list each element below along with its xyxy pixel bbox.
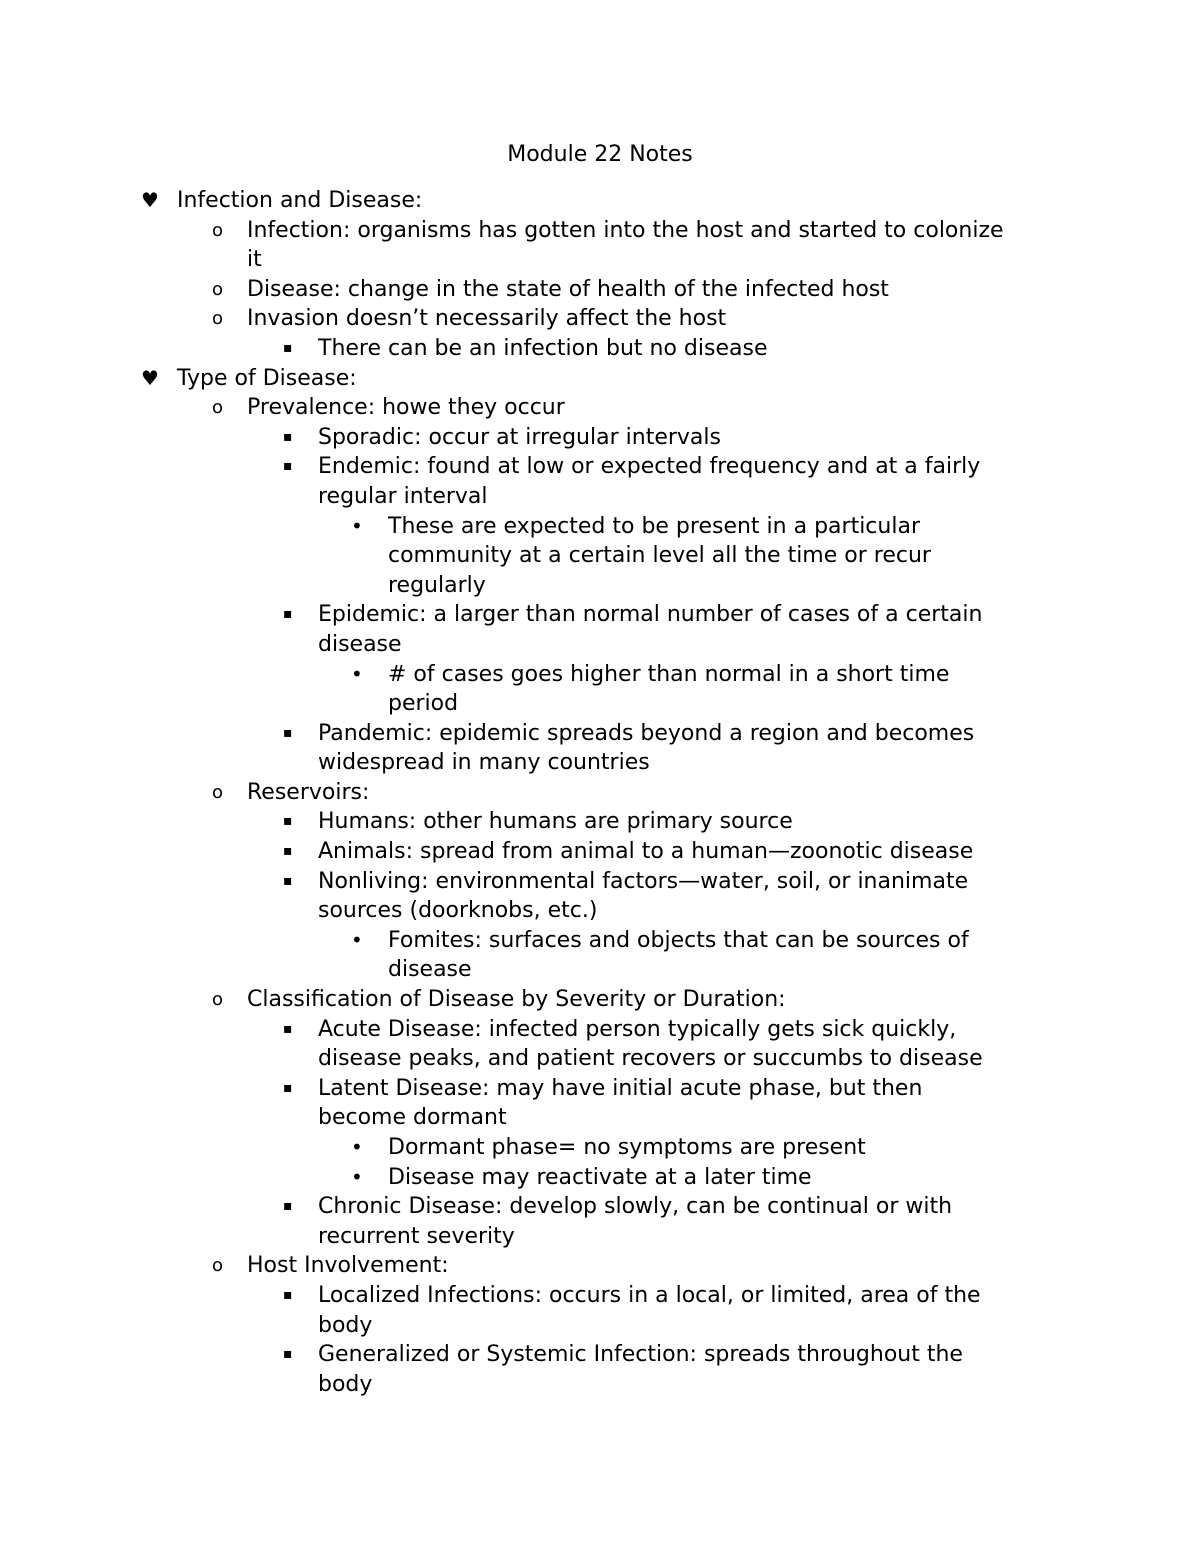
list-item-continuation (0, 571, 1200, 601)
bullet-marker: o (212, 1255, 224, 1277)
list-item-text: Animals: spread from animal to a human—zoonotic disease (318, 839, 974, 865)
list-item-text: body (318, 1312, 373, 1338)
bullet-marker: o (212, 219, 224, 241)
list-item-text: Endemic: found at low or expected frequency and at a fairly (318, 454, 981, 480)
list-item-text: regular interval (318, 483, 488, 509)
bullet-marker: • (351, 513, 363, 538)
list-item-continuation (0, 955, 1200, 985)
list-item-text: Classification of Disease by Severity or Duration: (247, 987, 786, 1013)
list-item-level-4 (0, 660, 1200, 690)
list-item-level-1 (0, 364, 1200, 394)
list-item-continuation (0, 541, 1200, 571)
list-item-text: Dormant phase= no symptoms are present (388, 1135, 866, 1160)
list-item-text: Localized Infections: occurs in a local, or limited, area of the (318, 1282, 981, 1308)
list-item-text: There can be an infection but no disease (318, 335, 768, 361)
list-item-text: Infection and Disease: (177, 188, 423, 213)
list-item-text: Host Involvement: (247, 1253, 449, 1279)
list-item-level-3 (0, 1074, 1200, 1104)
bullet-marker: o (212, 989, 224, 1011)
list-item-text: Epidemic: a larger than normal number of cases of a certain (318, 602, 983, 628)
list-item-level-3 (0, 1015, 1200, 1045)
list-item-level-2 (0, 985, 1200, 1015)
list-item-level-4 (0, 1133, 1200, 1163)
list-item-continuation (0, 1044, 1200, 1074)
bullet-marker: • (351, 927, 363, 952)
list-item-continuation (0, 482, 1200, 512)
bullet-marker: ♥ (141, 188, 159, 212)
list-item-level-4 (0, 512, 1200, 542)
notes-outline (0, 186, 1200, 1399)
list-item-text: Infection: organisms has gotten into the host and started to colonize (247, 217, 1004, 243)
bullet-marker: • (351, 661, 363, 686)
bullet-marker: ▪ (283, 1020, 293, 1037)
list-item-text: disease peaks, and patient recovers or succumbs to disease (318, 1046, 983, 1072)
list-item-text: Nonliving: environmental factors—water, soil, or inanimate (318, 868, 969, 894)
list-item-level-3 (0, 867, 1200, 897)
list-item-text: Sporadic: occur at irregular intervals (318, 424, 721, 450)
list-item-text: Humans: other humans are primary source (318, 809, 793, 835)
list-item-text: body (318, 1371, 373, 1397)
list-item-level-3 (0, 1192, 1200, 1222)
list-item-continuation (0, 1370, 1200, 1400)
bullet-marker: ▪ (283, 872, 293, 889)
bullet-marker: ♥ (141, 365, 159, 390)
list-item-continuation (0, 245, 1200, 275)
list-item-continuation (0, 689, 1200, 719)
list-item-continuation (0, 1103, 1200, 1133)
list-item-text: regularly (388, 572, 486, 598)
list-item-level-2 (0, 1251, 1200, 1281)
list-item-level-2 (0, 275, 1200, 305)
list-item-text: Type of Disease: (177, 365, 357, 391)
bullet-marker: ▪ (283, 1346, 293, 1363)
list-item-continuation (0, 630, 1200, 660)
bullet-marker: ▪ (283, 1198, 293, 1215)
list-item-text: period (388, 691, 459, 717)
list-item-text: Disease may reactivate at a later time (388, 1164, 812, 1190)
list-item-text: Invasion doesn’t necessarily affect the host (247, 306, 727, 332)
list-item-text: widespread in many countries (318, 750, 650, 776)
bullet-marker: ▪ (283, 1079, 293, 1096)
bullet-marker: ▪ (283, 606, 293, 623)
list-item-level-3 (0, 423, 1200, 453)
list-item-level-3 (0, 1340, 1200, 1370)
bullet-marker: • (351, 1164, 363, 1189)
bullet-marker: o (212, 308, 224, 330)
list-item-text: become dormant (318, 1105, 507, 1131)
list-item-level-3 (0, 807, 1200, 837)
list-item-text: Acute Disease: infected person typically gets sick quickly, (318, 1016, 957, 1042)
list-item-text: recurrent severity (318, 1223, 515, 1249)
list-item-level-2 (0, 216, 1200, 246)
list-item-text: Latent Disease: may have initial acute phase, but then (318, 1075, 923, 1101)
bullet-marker: ▪ (283, 428, 293, 445)
list-item-continuation (0, 1222, 1200, 1252)
list-item-level-2 (0, 304, 1200, 334)
list-item-level-3 (0, 1281, 1200, 1311)
list-item-level-3 (0, 719, 1200, 749)
bullet-marker: ▪ (283, 458, 293, 475)
bullet-marker: ▪ (283, 813, 293, 830)
bullet-marker: o (212, 397, 224, 419)
bullet-marker: ▪ (283, 843, 293, 860)
list-item-text: Disease: change in the state of health of the infected host (247, 276, 889, 302)
list-item-text: sources (doorknobs, etc.) (318, 898, 598, 924)
list-item-text: These are expected to be present in a particular (388, 513, 920, 539)
list-item-text: disease (388, 957, 472, 983)
bullet-marker: ▪ (283, 1286, 293, 1303)
list-item-text: Generalized or Systemic Infection: spreads throughout the (318, 1342, 963, 1368)
list-item-level-4 (0, 1163, 1200, 1193)
list-item-level-2 (0, 778, 1200, 808)
list-item-level-3 (0, 837, 1200, 867)
list-item-continuation (0, 748, 1200, 778)
list-item-continuation (0, 896, 1200, 926)
list-item-continuation (0, 1311, 1200, 1341)
list-item-text: Chronic Disease: develop slowly, can be continual or with (318, 1194, 953, 1220)
list-item-level-3 (0, 334, 1200, 364)
bullet-marker: • (351, 1135, 363, 1159)
bullet-marker: ▪ (283, 339, 293, 356)
list-item-text: it (247, 247, 262, 273)
list-item-text: disease (318, 631, 402, 657)
list-item-text: Fomites: surfaces and objects that can be sources of (388, 927, 969, 953)
list-item-text: Pandemic: epidemic spreads beyond a region and becomes (318, 720, 975, 746)
list-item-level-2 (0, 393, 1200, 423)
list-item-level-3 (0, 600, 1200, 630)
list-item-text: # of cases goes higher than normal in a short time (388, 661, 950, 687)
list-item-text: Reservoirs: (247, 779, 370, 805)
bullet-marker: ▪ (283, 724, 293, 741)
list-item-text: Prevalence: howe they occur (247, 395, 565, 421)
page-title: Module 22 Notes (507, 142, 693, 167)
list-item-level-4 (0, 926, 1200, 956)
list-item-level-1 (0, 186, 1200, 216)
list-item-text: community at a certain level all the time or recur (388, 543, 931, 569)
bullet-marker: o (212, 781, 224, 803)
list-item-level-3 (0, 452, 1200, 482)
bullet-marker: o (212, 278, 224, 300)
